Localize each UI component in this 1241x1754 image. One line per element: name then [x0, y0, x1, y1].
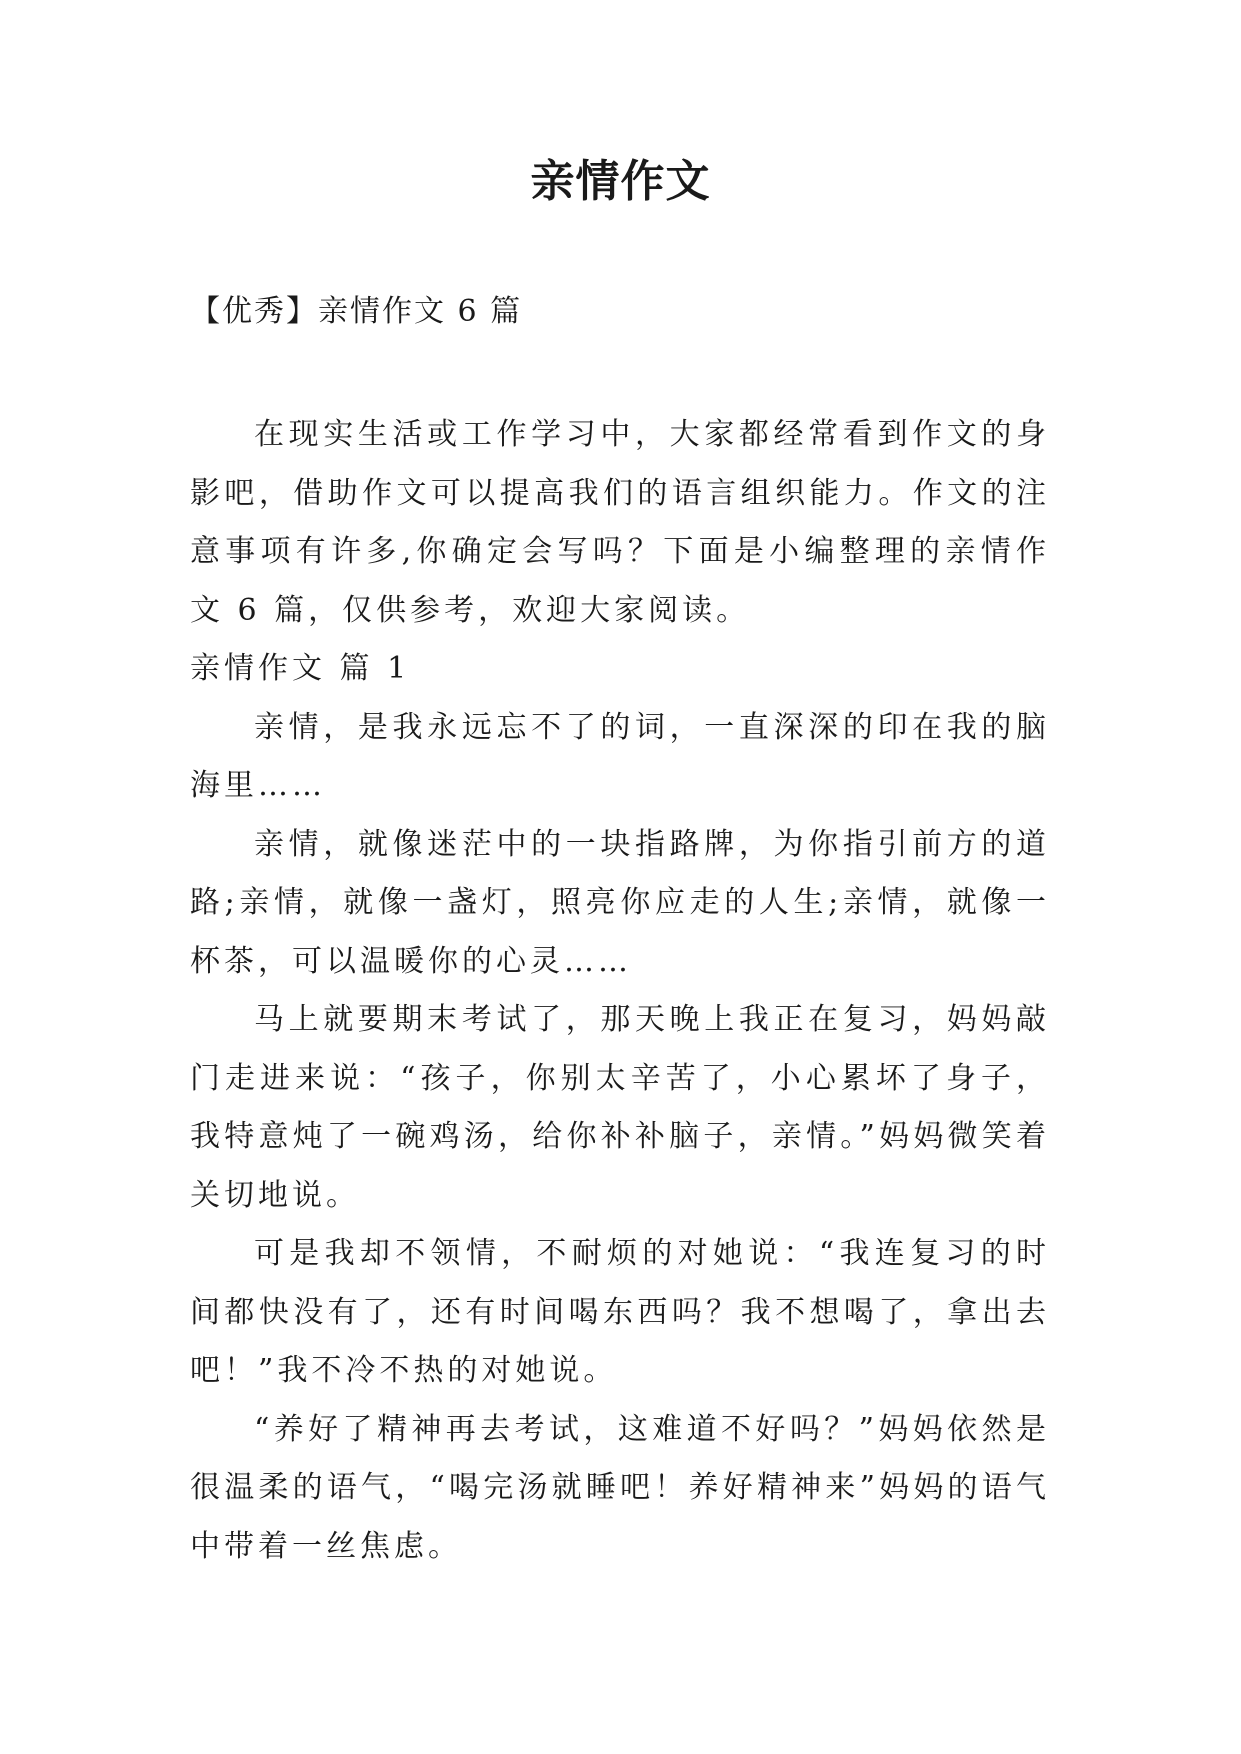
paragraph: 可是我却不领情，不耐烦的对她说：“我连复习的时间都快没有了，还有时间喝东西吗？我不想喝了，拿出去吧！”我不冷不热的对她说。	[190, 1236, 1050, 1388]
paragraph: 亲情，是我永远忘不了的词，一直深深的印在我的脑海里……	[190, 709, 1050, 803]
document-body	[190, 406, 1050, 1576]
document-subtitle: 【优秀】亲情作文 6 篇	[190, 294, 523, 329]
paragraph: “养好了精神再去考试，这难道不好吗？”妈妈依然是很温柔的语气，“喝完汤就睡吧！养好精神来”妈妈的语气中带着一丝焦虑。	[190, 1411, 1050, 1564]
paragraph: 亲情，就像迷茫中的一块指路牌，为你指引前方的道路;亲情，就像一盏灯，照亮你应走的人生;亲情，就像一杯茶，可以温暖你的心灵……	[190, 826, 1050, 979]
document-title: 亲情作文	[530, 156, 711, 207]
section-heading: 亲情作文 篇 1	[190, 651, 411, 686]
paragraph: 马上就要期末考试了，那天晚上我正在复习，妈妈敲门走进来说：“孩子，你别太辛苦了，小心累坏了身子，我特意炖了一碗鸡汤，给你补补脑子，亲情。”妈妈微笑着关切地说。	[190, 1002, 1050, 1213]
intro-paragraph: 在现实生活或工作学习中，大家都经常看到作文的身影吧，借助作文可以提高我们的语言组织能力。作文的注意事项有许多,你确定会写吗？下面是小编整理的亲情作文 6 篇，仅供参考，欢迎大家阅读。	[190, 417, 1050, 628]
